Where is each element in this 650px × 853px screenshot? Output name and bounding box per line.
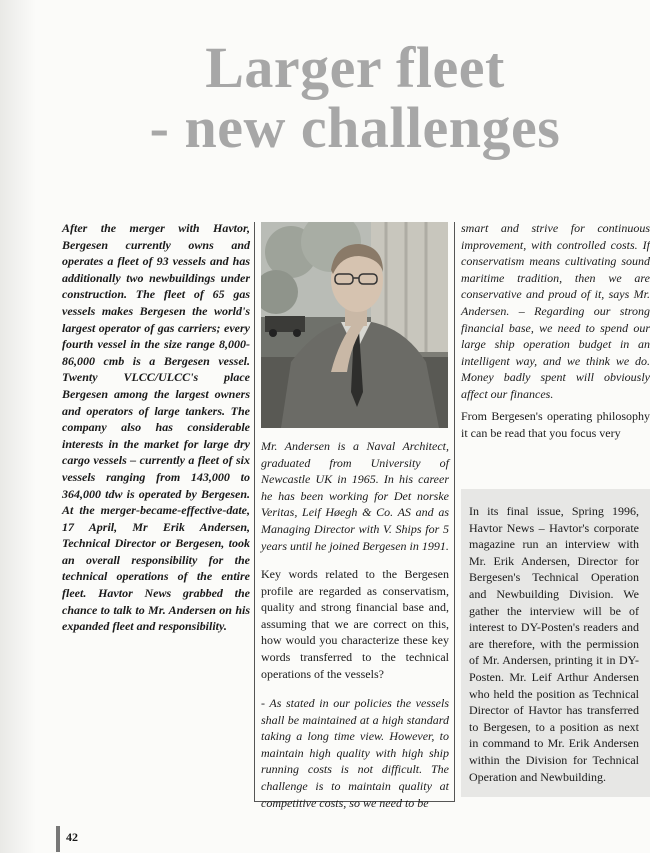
page-number: 42 bbox=[66, 830, 78, 844]
column-divider-left bbox=[254, 222, 255, 802]
sidebar-box bbox=[461, 489, 650, 797]
answer-1-start: - As stated in our policies the vessels shall be maintained at a high standard taking a long time view. However, to maintain high quality with high ship running costs is not difficult. The challenge is to maintain quality at competitive costs, so we need to be bbox=[261, 696, 449, 810]
sidebar-text: In its final issue, Spring 1996, Havtor News – Havtor's corporate magazine run an interview with Mr. Erik Andersen, Director for Bergesen's Technical Operation and Newbuilding Division. We gather the interview will be of interest to DY-Posten's readers and are therefore, with the permission of Mr. Andersen, printing it in DY-Posten. Mr. Leif Arthur Andersen who held the position as Technical Director of Havtor has transferred to Bergesen, to a position as next in command to Mr. Erik Andersen within the Division for Technical Operation and Newbuilding. bbox=[469, 504, 639, 784]
title-line-2: - new challenges bbox=[149, 95, 561, 160]
question-2-start: From Bergesen's operating philosophy it can be read that you focus very bbox=[461, 409, 650, 440]
answer-1-continued: smart and strive for continuous improvement, with controlled costs. If conservatism means cultivating sound maritime tradition, then we are conservative and proud of it, says Mr. Andersen. – Regarding our strong financial base, we need to spend our large ship operation budget in an intelligent way, and we think we do. Money badly spent will obviously affect our finances. bbox=[461, 221, 650, 401]
portrait-illustration bbox=[261, 222, 448, 428]
question-1: Key words related to the Bergesen profile are regarded as conservatism, quality and strong financial base and, assuming that we are correct on this, how would you characterize these key words transferred to the technical operations of the vessels? bbox=[261, 567, 449, 681]
title-line-1: Larger fleet bbox=[205, 35, 505, 100]
intro-paragraph: After the merger with Havtor, Bergesen currently owns and operates a fleet of 93 vessels and has additionally two newbuildings under construction. The fleet of 65 gas vessels makes Bergesen the world's largest operator of gas carriers; every fourth vessel in the size range 8,000-86,000 cmb is a Bergesen vessel. Twenty VLCC/ULCC's place Bergesen among the largest owners and operators of large tankers. The company also has considerable interests in the market for large dry cargo vessels – currently a fleet of six vessels ranging from 143,000 to 364,000 tdw is operated by Bergesen. At the merger-became-effective-date, 17 April, Mr Erik Andersen, Technical Director or Bergesen, took an overall responsibility for the technical operations of the entire fleet. Havtor News grabbed the chance to talk to Mr. Andersen on his expanded fleet and responsibility. bbox=[62, 221, 250, 634]
photo-caption: Mr. Andersen is a Naval Architect, graduated from University of Newcastle UK in 1965. In his career he has been working for Det norske Veritas, Leif Høegh & Co. AS and as Managing Director with V. Ships for 5 years until he joined Bergesen in 1991. bbox=[261, 439, 449, 553]
page-spine-shadow bbox=[0, 0, 36, 853]
article-title bbox=[60, 35, 650, 160]
page-number-bar bbox=[56, 826, 60, 852]
column-divider-right bbox=[454, 222, 455, 802]
portrait-photo bbox=[261, 222, 448, 428]
